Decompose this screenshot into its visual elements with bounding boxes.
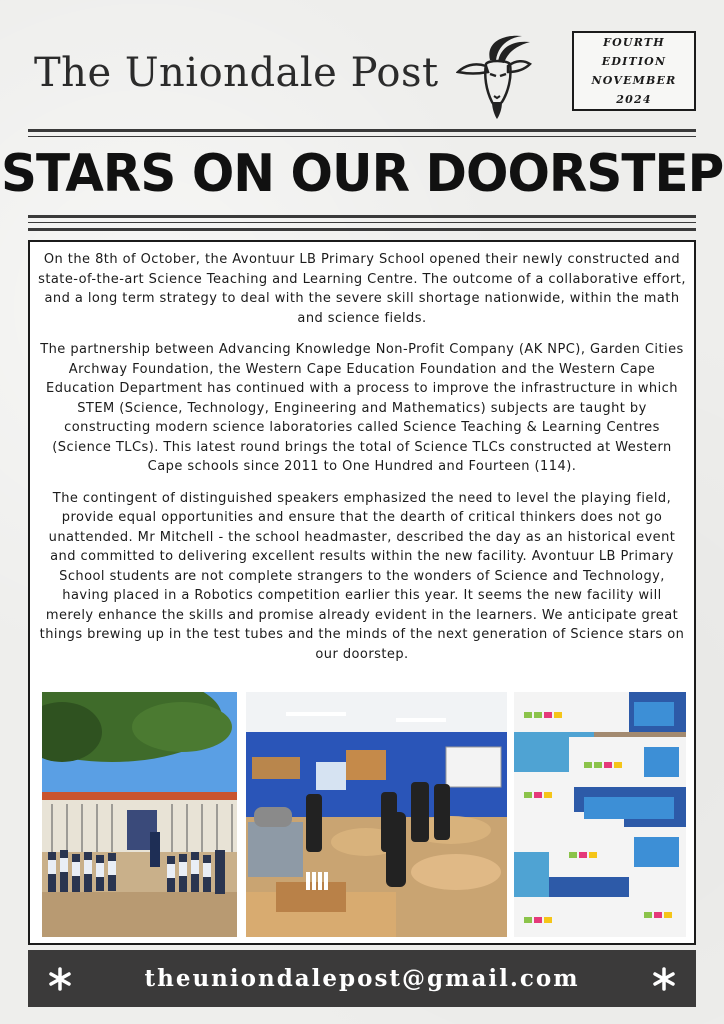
asterisk-icon [651,966,677,992]
article-paragraph: The partnership between Advancing Knowledge Non-Profit Company (AK NPC), Garden Cities Archway Foundation, the Western Cape Education Foundation and the Western Cape Education Department has continued with a process to improve the infrastructure in which STEM (Science, Technology, Engineering and Mathematics) subjects are taught by constructing modern science laboratories called Science Teaching & Learning Centres (Science TLCs). This latest round brings the total of Science TLCs constructed at Western Cape schools since 2011 to One Hundred and Fourteen (114). [40,342,684,474]
headline-rule-thin [28,222,696,223]
edition-line: FOURTH [603,36,665,49]
headline-rule-bottom [28,228,696,231]
article-paragraph: On the 8th of October, the Avontuur LB Primary School opened their newly constructed and state-of-the-art Science Teaching and Learning Centre. The outcome of a collaborative effort, and a long term strategy to deal with the severe skill shortage nationwide, within the math and science fields. [38,252,686,326]
headline [0,134,724,214]
goat-logo-icon [456,30,534,120]
footer-bar [28,950,696,1007]
edition-line: 2024 [616,93,652,106]
contact-email[interactable]: theuniondalepost@gmail.com [144,965,580,992]
article-box [28,240,696,945]
photo-periodic-table-posters [514,692,686,937]
headline-rule [28,215,696,218]
top-rule [28,129,696,132]
article-text [30,250,694,676]
photo-classroom [246,692,507,937]
asterisk-icon [47,966,73,992]
article-paragraph: The contingent of distinguished speakers emphasized the need to level the playing field, provide equal opportunities and ensure that the dearth of critical thinkers does not go unattended. Mr Mitchell - the school headmaster, described the day as an historical event and committed to delivering excellent results within the new facility. Avontuur LB Primary School students are not complete strangers to the wonders of Science and Technology, having placed in a Robotics competition earlier this year. It seems the new facility will merely enhance the skills and promise already evident in the learners. We anticipate great things brewing up in the test tubes and the minds of the next generation of Science stars on our doorstep. [39,490,685,662]
edition-line: EDITION [601,55,667,68]
headline-text: STARS ON OUR DOORSTEP [0,144,724,204]
photo-school-exterior [42,692,237,937]
edition-line: NOVEMBER [591,74,677,87]
edition-box [572,31,696,111]
masthead-title: The Uniondale Post [34,50,439,96]
